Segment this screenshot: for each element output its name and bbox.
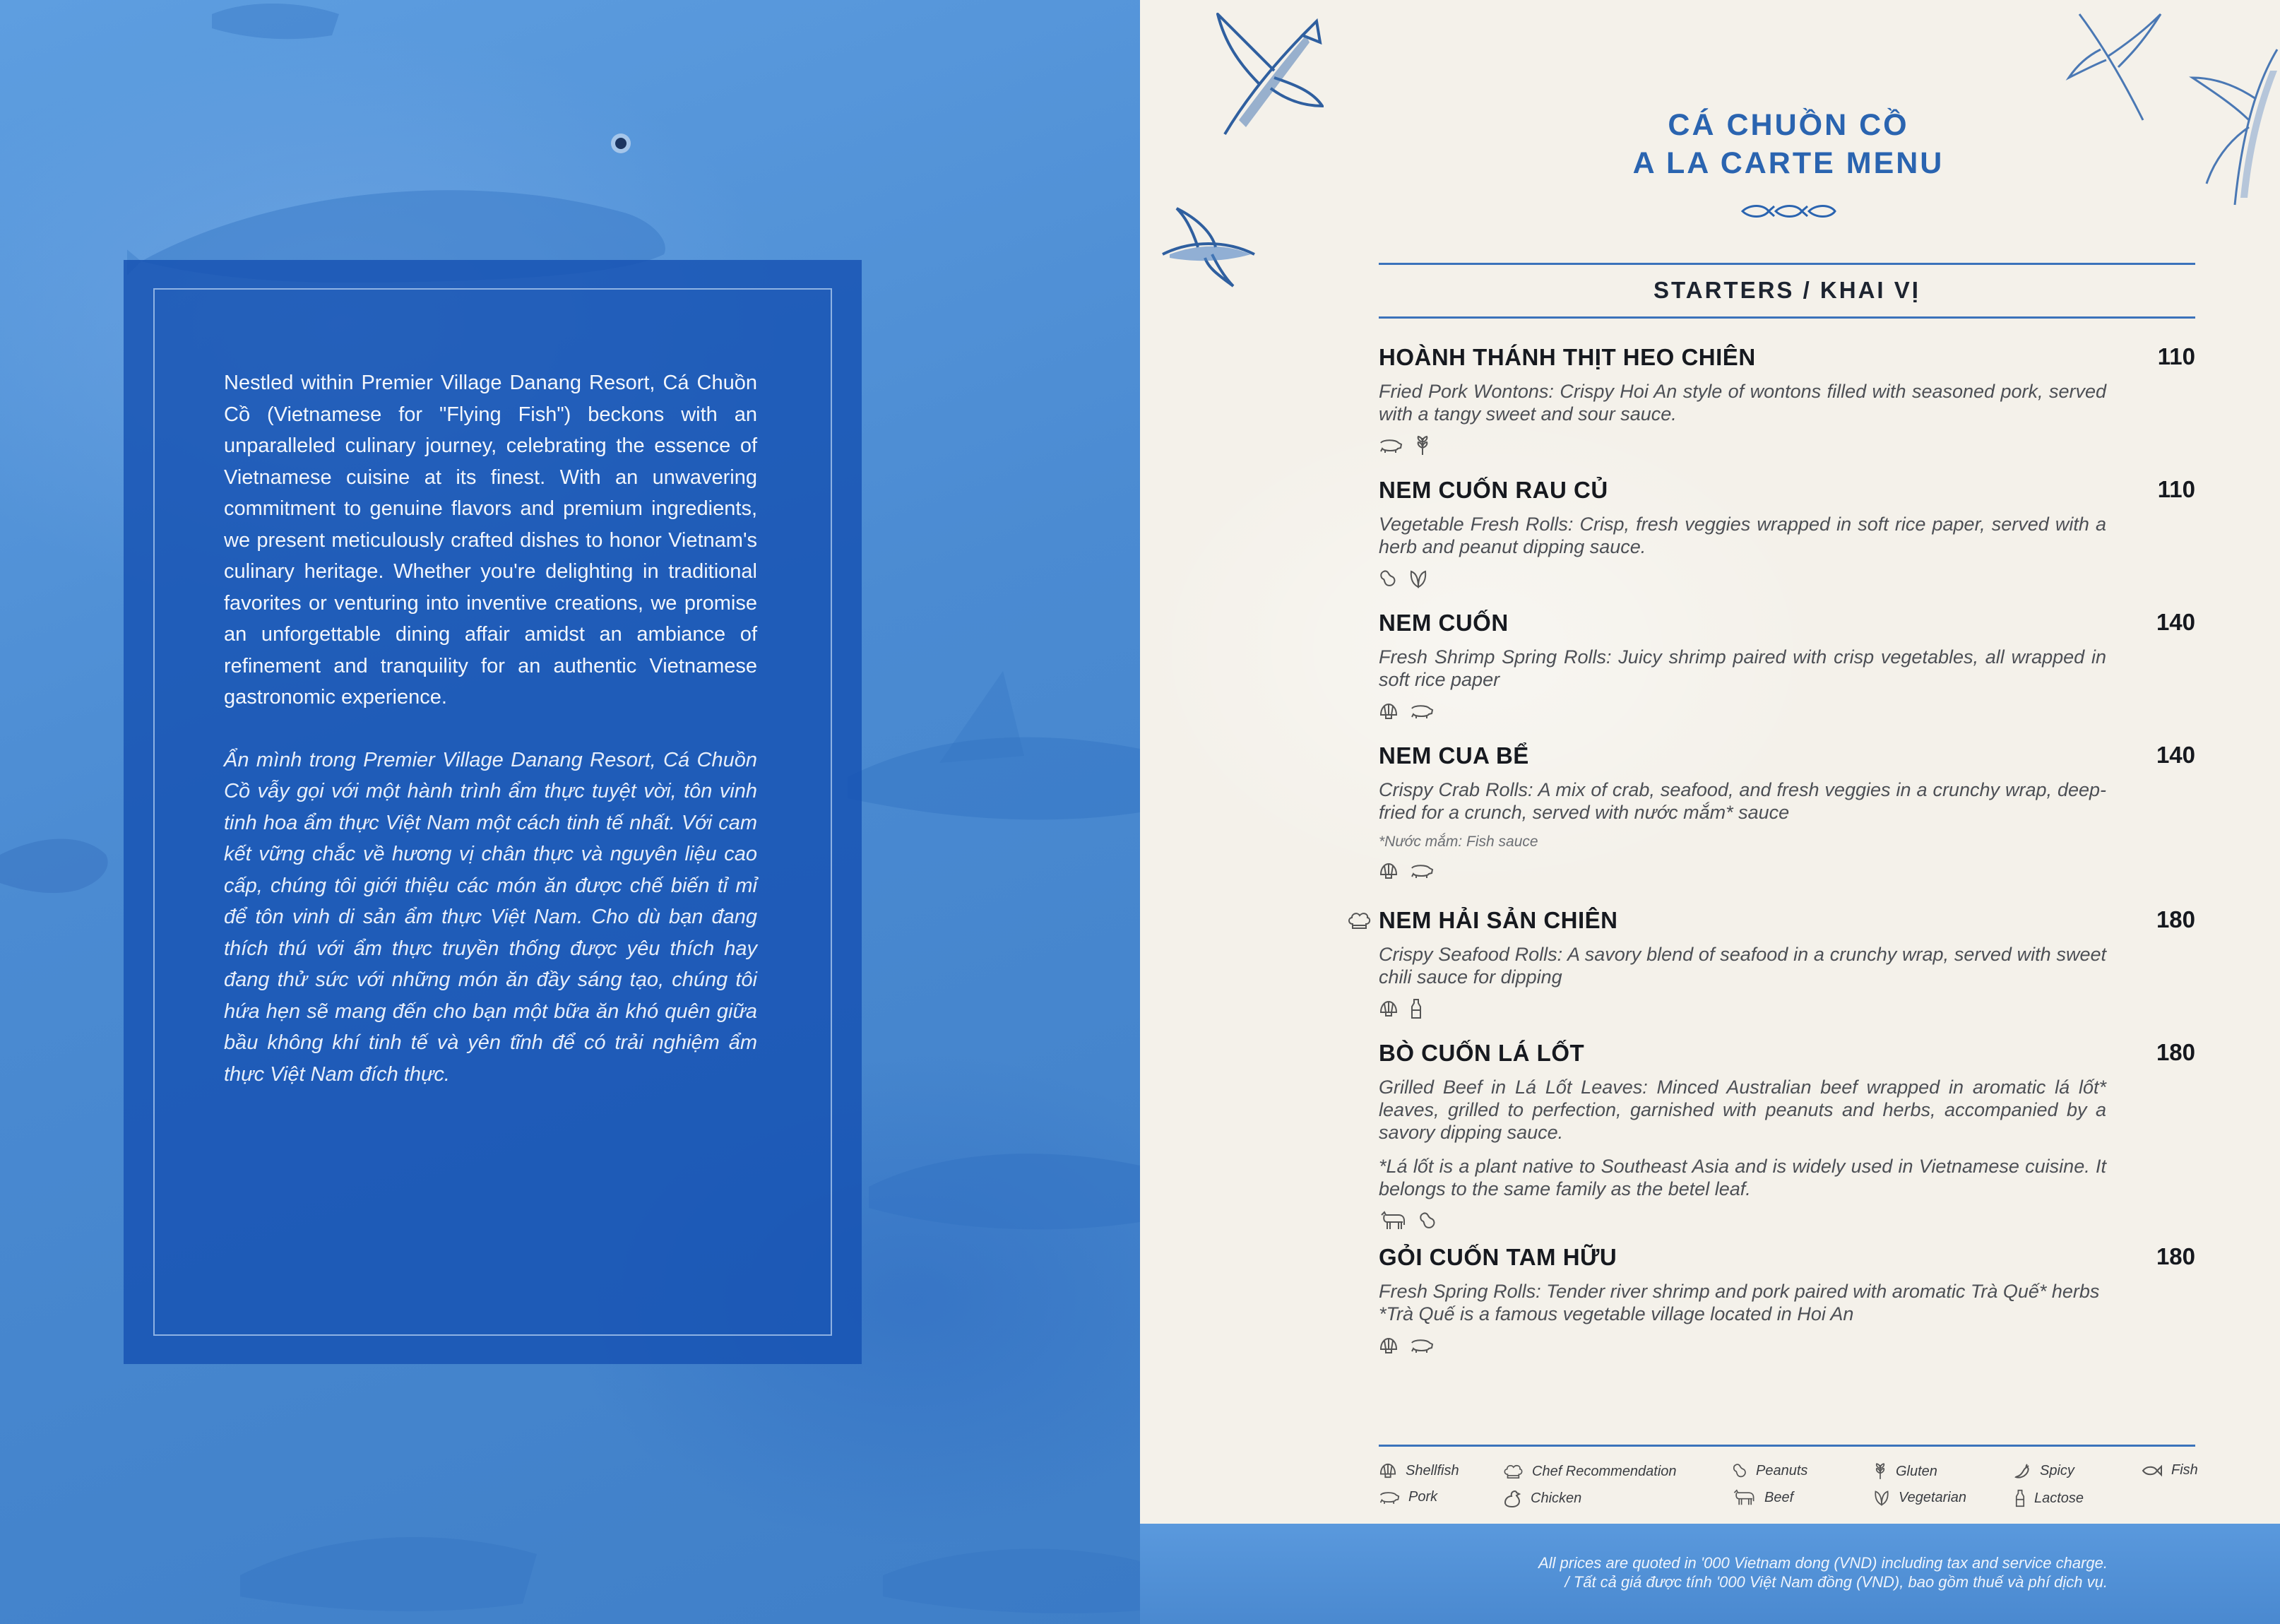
price-note-vietnamese: / Tất cả giá được tính '000 Việt Nam đồng (VND), bao gồm thuế và phí dịch vụ. xyxy=(1564,1573,2108,1591)
dish-item xyxy=(1379,609,2195,723)
dish-name: HOÀNH THÁNH THỊT HEO CHIÊN xyxy=(1379,344,1756,370)
dish-description xyxy=(1379,1280,2106,1325)
pork-icon xyxy=(1410,863,1434,879)
beef-icon xyxy=(1732,1489,1756,1506)
vegetarian-icon xyxy=(1408,569,1428,588)
section-bottom-rule xyxy=(1379,316,2195,319)
pork-icon xyxy=(1410,703,1434,720)
allergen-icons xyxy=(1379,1334,2195,1358)
dish-price: 180 xyxy=(2156,906,2195,932)
section-top-rule xyxy=(1379,263,2195,265)
legend-label: Shellfish xyxy=(1406,1462,1459,1478)
legend-rule xyxy=(1379,1445,2195,1447)
legend-spicy xyxy=(2014,1462,2074,1479)
dish-name: NEM CUỐN xyxy=(1379,610,1509,636)
spicy-icon xyxy=(2014,1462,2031,1479)
beef-icon xyxy=(1379,1211,1407,1231)
dish-name: GỎI CUỐN TAM HỮU xyxy=(1379,1244,1617,1270)
dish-note: *Trà Quế is a famous vegetable village located in Hoi An xyxy=(1379,1303,1854,1324)
gluten-icon xyxy=(1873,1462,1887,1481)
pork-icon xyxy=(1410,1337,1434,1354)
chef-recommendation-icon xyxy=(1346,910,1372,931)
section-title: STARTERS / KHAI VỊ xyxy=(1653,277,1920,303)
legend-label: Pork xyxy=(1408,1489,1438,1505)
legend-gluten xyxy=(1873,1462,1937,1481)
allergen-icons xyxy=(1379,434,2195,458)
dish-price: 180 xyxy=(2156,1243,2195,1269)
fish-silhouette-icon xyxy=(848,657,1140,883)
chef-recommendation-icon xyxy=(1502,1462,1524,1481)
legend-peanuts xyxy=(1732,1462,1807,1479)
intro-text xyxy=(224,367,757,1090)
dish-price: 180 xyxy=(2156,1039,2195,1065)
dish-item xyxy=(1379,906,2195,1021)
allergen-icons xyxy=(1379,699,2195,723)
legend-label: Spicy xyxy=(2040,1462,2074,1478)
pork-icon xyxy=(1379,1490,1400,1505)
price-note-english: All prices are quoted in '000 Vietnam dong (VND) including tax and service charge. xyxy=(1538,1554,2108,1572)
dish-item xyxy=(1379,476,2195,591)
dish-description-text: Fresh Spring Rolls: Tender river shrimp and pork paired with aromatic Trà Quế* herbs xyxy=(1379,1281,2100,1302)
legend-beef xyxy=(1732,1489,1793,1506)
legend-label: Fish xyxy=(2171,1462,2198,1478)
dish-description: Fried Pork Wontons: Crispy Hoi An style of wontons filled with seasoned pork, served with a tangy sweet and sour sauce. xyxy=(1379,381,2106,425)
lactose-icon xyxy=(1410,998,1423,1019)
dish-name: NEM CUỐN RAU CỦ xyxy=(1379,477,1608,503)
dish-price: 140 xyxy=(2156,609,2195,635)
shellfish-icon xyxy=(1379,1336,1399,1355)
dish-item xyxy=(1379,343,2195,458)
dish-description: Fresh Shrimp Spring Rolls: Juicy shrimp paired with crisp vegetables, all wrapped in soft rice paper xyxy=(1379,646,2106,690)
peanuts-icon xyxy=(1418,1211,1437,1231)
vegetarian-icon xyxy=(1873,1489,1890,1506)
allergen-icons xyxy=(1379,859,2195,883)
legend-pork xyxy=(1379,1489,1437,1505)
pork-icon xyxy=(1379,437,1403,454)
dish-price: 110 xyxy=(2157,343,2195,369)
intro-english: Nestled within Premier Village Danang Resort, Cá Chuồn Cồ (Vietnamese for "Flying Fish") beckons with an unparalleled culinary journey, celebrating the essence of Vietnamese cuisine at its finest. With an unwavering commitment to genuine flavors and premium ingredients, we present meticulously crafted dishes to honor Vietnam's culinary heritage. Whether you're delighting in traditional favorites or venturing into inventive creations, we promise an unforgettable dining affair amidst an ambiance of refinement and tranquility for an authentic Vietnamese gastronomic experience. xyxy=(224,372,757,709)
dish-description: Vegetable Fresh Rolls: Crisp, fresh veggies wrapped in soft rice paper, served with a herb and peanut dipping sauce. xyxy=(1379,514,2106,557)
menu-name: A LA CARTE MENU xyxy=(1632,146,1944,180)
fish-silhouette-icon xyxy=(240,1469,537,1624)
dish-name: NEM HẢI SẢN CHIÊN xyxy=(1379,907,1618,933)
fish-silhouette-icon xyxy=(212,0,339,42)
shellfish-icon xyxy=(1379,702,1399,721)
dish-name: BÒ CUỐN LÁ LỐT xyxy=(1379,1040,1585,1066)
legend-label: Chef Recommendation xyxy=(1532,1463,1677,1479)
price-note xyxy=(1538,1553,2108,1592)
shellfish-icon xyxy=(1379,1462,1397,1479)
lactose-icon xyxy=(2014,1489,2026,1507)
dish-item xyxy=(1379,1243,2195,1358)
fish-eye-icon xyxy=(609,131,633,155)
legend-label: Lactose xyxy=(2034,1490,2084,1506)
fish-silhouette-icon xyxy=(869,1102,1140,1272)
legend-label: Gluten xyxy=(1896,1463,1937,1479)
allergen-icons xyxy=(1379,997,2195,1021)
legend-label: Peanuts xyxy=(1756,1462,1808,1478)
dish-description: Crispy Crab Rolls: A mix of crab, seafood, and fresh veggies in a crunchy wrap, deep-fried for a crunch, served with nước mắm* sauce xyxy=(1379,779,2106,823)
legend-shellfish xyxy=(1379,1462,1459,1479)
legend-chef xyxy=(1502,1462,1677,1481)
dish-name: NEM CUA BỂ xyxy=(1379,742,1529,769)
intro-panel xyxy=(124,260,862,1364)
dish-description: Grilled Beef in Lá Lốt Leaves: Minced Australian beef wrapped in aromatic lá lốt* leaves, grilled to perfection, garnished with peanuts and herbs, accompanied by a savory dipping sauce. xyxy=(1379,1077,2106,1143)
legend-lactose xyxy=(2014,1489,2084,1507)
gluten-icon xyxy=(1414,435,1431,456)
allergen-legend xyxy=(1379,1462,2198,1512)
legend-label: Chicken xyxy=(1531,1490,1582,1506)
dish-description: Crispy Seafood Rolls: A savory blend of seafood in a crunchy wrap, served with sweet chili sauce for dipping xyxy=(1379,944,2106,988)
fish-icon xyxy=(2142,1464,2163,1478)
right-page xyxy=(1140,0,2280,1624)
shellfish-icon xyxy=(1379,862,1399,880)
flying-fish-icon xyxy=(1156,205,1261,290)
footer-band xyxy=(1140,1524,2280,1624)
legend-vegetarian xyxy=(1873,1489,1966,1506)
intro-vietnamese: Ẩn mình trong Premier Village Danang Resort, Cá Chuồn Cồ vẫy gọi với một hành trình ẩm thực tuyệt vời, tôn vinh tinh hoa ẩm thực Việt Nam một cách tinh tế nhất. Với cam kết vững chắc về hương vị chân thực và nguyên liệu cao cấp, chúng tôi giới thiệu các món ăn được chế biến tỉ mỉ để tôn vinh di sản ẩm thực Việt Nam. Cho dù bạn đang thích thú với ẩm thực truyền thống được yêu thích hay đang thử sức với những món ăn đầy sáng tạo, chúng tôi hứa hẹn sẽ mang đến cho bạn một bữa ăn khó quên giữa bầu không khí tinh tế và yên tĩnh để có trải nghiệm ẩm thực Việt Nam đích thực. xyxy=(224,748,757,1086)
dish-price: 110 xyxy=(2157,476,2195,502)
peanuts-icon xyxy=(1732,1462,1747,1479)
restaurant-name: CÁ CHUỒN CỒ xyxy=(1668,108,1909,142)
fish-ornament-icon xyxy=(1739,201,1838,222)
dish-note: *Lá lốt is a plant native to Southeast Asia and is widely used in Vietnamese cuisine. It belongs to the same family as the betel leaf. xyxy=(1379,1156,2106,1199)
dish-item xyxy=(1379,742,2195,883)
allergen-icons xyxy=(1379,567,2195,591)
legend-fish xyxy=(2142,1462,2198,1478)
fish-silhouette-icon xyxy=(0,812,120,940)
fish-silhouette-icon xyxy=(883,1512,1140,1624)
legend-label: Beef xyxy=(1764,1489,1794,1505)
menu-title xyxy=(1140,106,2280,182)
dish-note: *Nước mắm: Fish sauce xyxy=(1379,834,1538,850)
shellfish-icon xyxy=(1379,1000,1399,1018)
peanuts-icon xyxy=(1379,569,1397,588)
legend-chicken xyxy=(1502,1489,1581,1507)
dish-price: 140 xyxy=(2156,742,2195,768)
dish-item xyxy=(1379,1039,2195,1233)
legend-label: Vegetarian xyxy=(1899,1489,1966,1505)
allergen-icons xyxy=(1379,1209,2195,1233)
chicken-icon xyxy=(1502,1489,1522,1507)
